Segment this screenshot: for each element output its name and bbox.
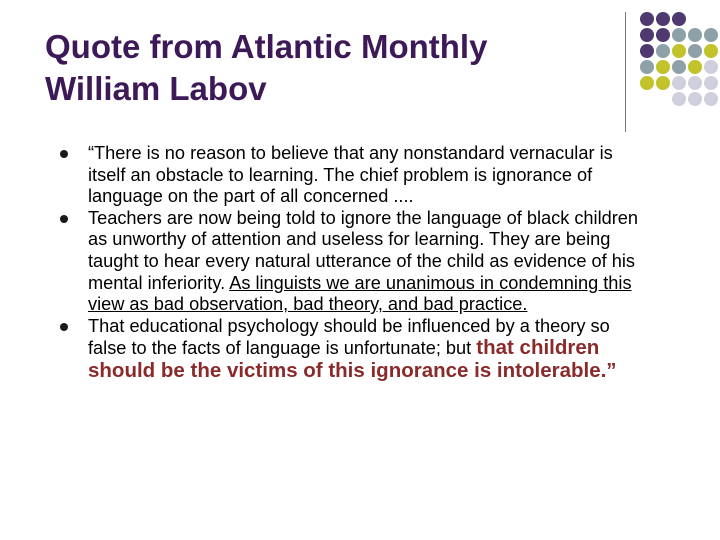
decorative-dot — [688, 76, 702, 90]
decorative-dot — [672, 28, 686, 42]
decorative-dot — [688, 92, 702, 106]
bullet-3-emphasis-text: that children should be the victims of this ignorance is intolerable.” — [88, 336, 617, 382]
bullet-2-underlined-text: As linguists we are unanimous in condemning this view as bad observation, bad theory, and bad practice. — [88, 272, 632, 315]
decorative-dot — [640, 28, 654, 42]
decorative-dot — [656, 12, 670, 26]
decorative-dot — [656, 60, 670, 74]
decorative-divider-line — [625, 12, 626, 132]
decorative-dot — [704, 92, 718, 106]
bullet-dot-icon — [60, 215, 68, 223]
decorative-dot — [656, 44, 670, 58]
title-line-2: William Labov — [45, 70, 267, 107]
quote-body — [60, 143, 640, 383]
decorative-dot — [688, 44, 702, 58]
decorative-dot — [704, 28, 718, 42]
decorative-dot-grid — [634, 12, 720, 122]
title-line-1: Quote from Atlantic Monthly — [45, 28, 488, 65]
decorative-dot — [656, 76, 670, 90]
decorative-dot — [704, 76, 718, 90]
decorative-dot — [640, 44, 654, 58]
decorative-dot — [640, 76, 654, 90]
bullet-item-3 — [60, 316, 640, 383]
bullet-dot-icon — [60, 150, 68, 158]
bullet-3-text: That educational psychology should be influenced by a theory so false to the facts of language is unfortunate; but — [88, 315, 610, 359]
decorative-dot — [704, 44, 718, 58]
decorative-dot — [656, 28, 670, 42]
decorative-dot — [672, 60, 686, 74]
decorative-dot — [640, 12, 654, 26]
decorative-dot — [672, 44, 686, 58]
slide-title — [45, 26, 605, 110]
decorative-dot — [704, 60, 718, 74]
bullet-1-text: “There is no reason to believe that any nonstandard vernacular is itself an obstacle to learning. The chief problem is ignorance of language on the part of all concerned .... — [88, 143, 613, 207]
decorative-dot — [640, 60, 654, 74]
decorative-dot — [688, 28, 702, 42]
decorative-dot — [672, 92, 686, 106]
bullet-item-2 — [60, 208, 640, 316]
decorative-dot — [672, 12, 686, 26]
bullet-item-1 — [60, 143, 640, 208]
bullet-dot-icon — [60, 323, 68, 331]
decorative-dot — [672, 76, 686, 90]
decorative-dot — [688, 60, 702, 74]
bullet-2-text: Teachers are now being told to ignore the language of black children as unworthy of attention and useless for learning. They are being taught to hear every natural utterance of the child as evidence of his mental inferiority. — [88, 207, 639, 293]
